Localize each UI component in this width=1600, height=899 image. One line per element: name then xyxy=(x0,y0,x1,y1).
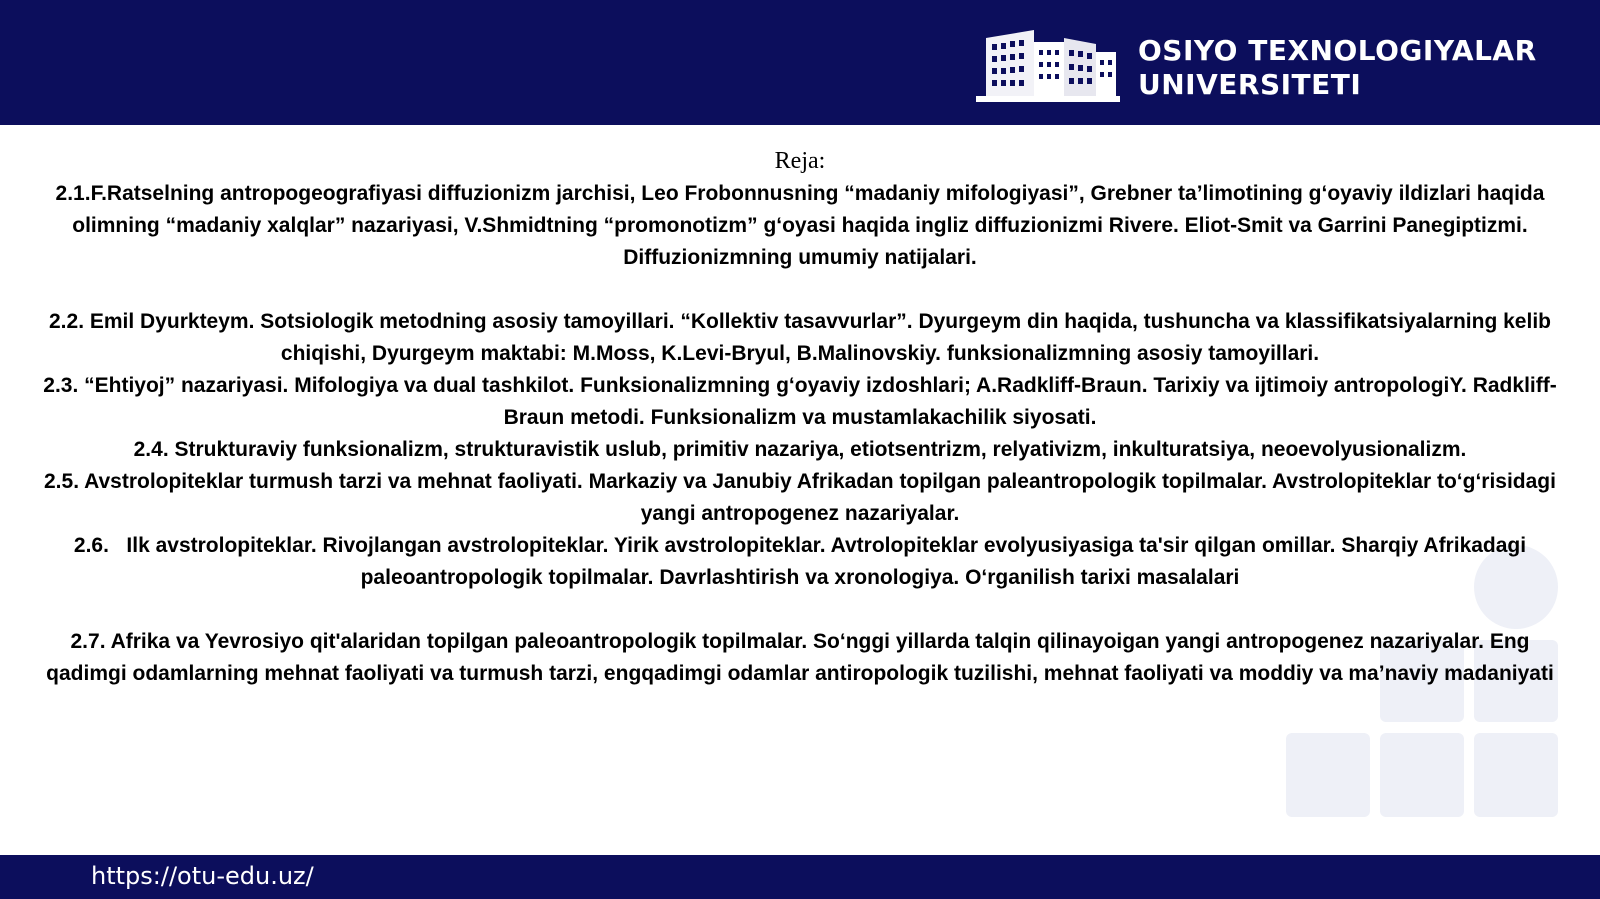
plan-item-2-6: 2.6. Ilk avstrolopiteklar. Rivojlangan avstrolopiteklar. Yirik avstrolopiteklar. Avtrolopiteklar evolyusiyasiga ta'sir qilgan omillar. Sharqiy Afrikadagi paleoantropologik topilmalar. Davrlashtirish va xronologiya. O‘rganilish tarixi masalalari xyxy=(73,534,1532,589)
slide-content xyxy=(30,146,1570,690)
plan-item-2-3: 2.3. “Ehtiyoj” nazariyasi. Mifologiya va dual tashkilot. Funksionalizmning g‘oyaviy izdoshlari; A.Radkliff-Braun. Tarixiy va ijtimoiy antropologiY. Radkliff-Braun metodi. Funksionalizm va mustamlakachilik siyosati. xyxy=(43,374,1557,429)
university-name-line2: UNIVERSITETI xyxy=(1138,68,1362,101)
plan-item-2-7: 2.7. Afrika va Yevrosiyo qit'alaridan topilgan paleoantropologik topilmalar. So‘nggi yillarda talqin qilinayoigan yangi antropogenez nazariyalar. Eng qadimgi odamlarning mehnat faoliyati va turmush tarzi, engqadimgi odamlar antiropologik tuzilishi, mehnat faoliyati va moddiy va ma’naviy madaniyati xyxy=(46,630,1554,685)
plan-title: Reja: xyxy=(774,148,826,174)
university-name xyxy=(1138,34,1537,102)
plan-item-2-4: 2.4. Strukturaviy funksionalizm, strukturavistik uslub, primitiv nazariya, etiotsentrizm, relyativizm, inkulturatsiya, neoevolyusionalizm. xyxy=(133,438,1467,461)
header-bar xyxy=(0,0,1600,125)
spacer xyxy=(30,594,1570,626)
plan-item-2-5: 2.5. Avstrolopiteklar turmush tarzi va mehnat faoliyati. Markaziy va Janubiy Afrikadan topilgan paleantropologik topilmalar. Avstrolopiteklar to‘g‘risidagi yangi antropogenez nazariyalar. xyxy=(44,470,1556,525)
spacer xyxy=(30,274,1570,306)
university-name-line1: OSIYO TEXNOLOGIYALAR xyxy=(1138,34,1537,67)
website-link[interactable]: https://otu-edu.uz/ xyxy=(91,862,314,890)
plan-item-2-2: 2.2. Emil Dyurkteym. Sotsiologik metodning asosiy tamoyillari. “Kollektiv tasavvurlar”. Dyurgeym din haqida, tushuncha va klassifikatsiyalarning kelib chiqishi, Dyurgeym maktabi: M.Moss, K.Levi-Bryul, B.Malinovskiy. funksionalizmning asosiy tamoyillari. xyxy=(49,310,1551,365)
plan-item-2-1: 2.1.F.Ratselning antropogeografiyasi diffuzionizm jarchisi, Leo Frobonnusning “madaniy mifologiyasi”, Grebner ta’limotining g‘oyaviy ildizlari haqida olimning “madaniy xalqlar” nazariyasi, V.Shmidtning “promonotizm” g‘oyasi haqida ingliz diffuzionizmi Rivere. Eliot-Smit va Garrini Panegiptizmi. Diffuzionizmning umumiy natijalari. xyxy=(55,182,1545,269)
university-building-icon xyxy=(976,28,1120,104)
